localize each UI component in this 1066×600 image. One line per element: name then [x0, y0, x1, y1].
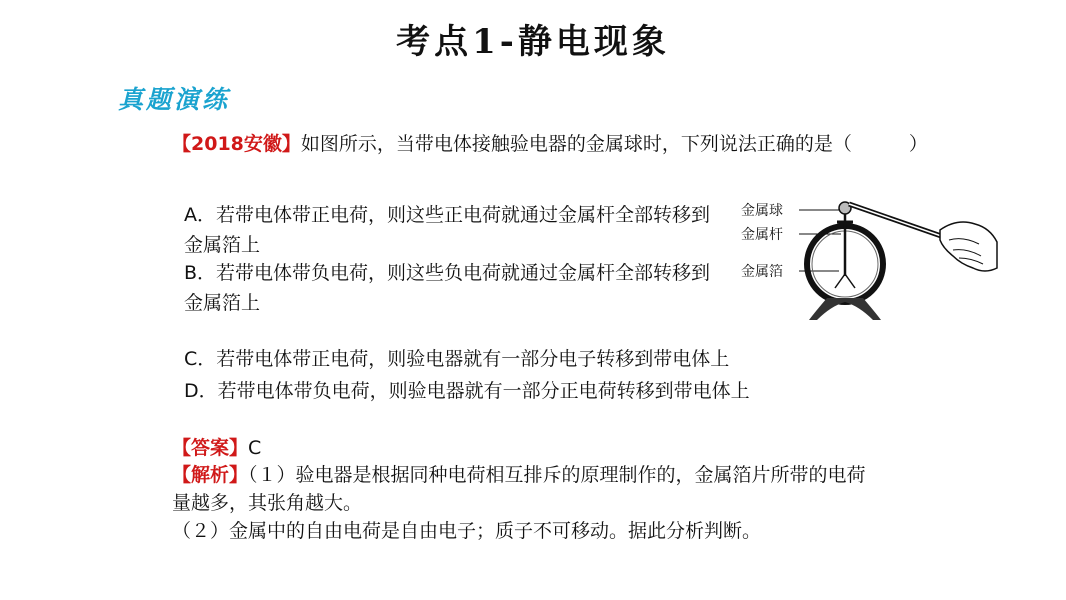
- answer-value: C: [248, 437, 262, 459]
- answer-block: [172, 434, 261, 462]
- metal-foil-right: [845, 274, 855, 288]
- analysis-line-2: （２）金属中的自由电荷是自由电子；质子不可移动。据此分析判断。: [172, 520, 762, 542]
- electroscope-stand: [809, 298, 881, 320]
- hand-icon: [940, 222, 997, 271]
- page-title: 考点1-静电现象: [396, 22, 670, 62]
- option-d: D．若带电体带负电荷，则验电器就有一部分正电荷转移到带电体上: [184, 380, 750, 402]
- analysis-block: [172, 461, 872, 545]
- electroscope-illustration: [735, 190, 1000, 325]
- option-b: B．若带电体带负电荷，则这些负电荷就通过金属杆全部转移到金属箔上: [184, 262, 711, 314]
- answer-label: 【答案】: [172, 437, 249, 459]
- label-foil: 金属箔: [741, 264, 783, 280]
- question-text: 如图所示，当带电体接触验电器的金属球时，下列说法正确的是（ ）: [300, 133, 928, 155]
- analysis-line-1: （１）验电器是根据同种电荷相互排斥的原理制作的，金属箔片所带的电荷量越多，其张角越大。: [172, 464, 866, 514]
- analysis-label: 【解析】: [172, 464, 249, 486]
- metal-foil-left: [835, 274, 845, 288]
- question-stem: [172, 130, 1032, 158]
- electroscope-figure: [735, 190, 1000, 325]
- option-a: A．若带电体带正电荷，则这些正电荷就通过金属杆全部转移到金属箔上: [184, 204, 710, 256]
- section-heading: 真题演练: [118, 85, 231, 114]
- label-ball: 金属球: [741, 203, 783, 219]
- question-source: 【2018安徽】: [172, 133, 301, 155]
- label-rod: 金属杆: [741, 227, 783, 243]
- option-c: C．若带电体带正电荷，则验电器就有一部分电子转移到带电体上: [184, 348, 730, 370]
